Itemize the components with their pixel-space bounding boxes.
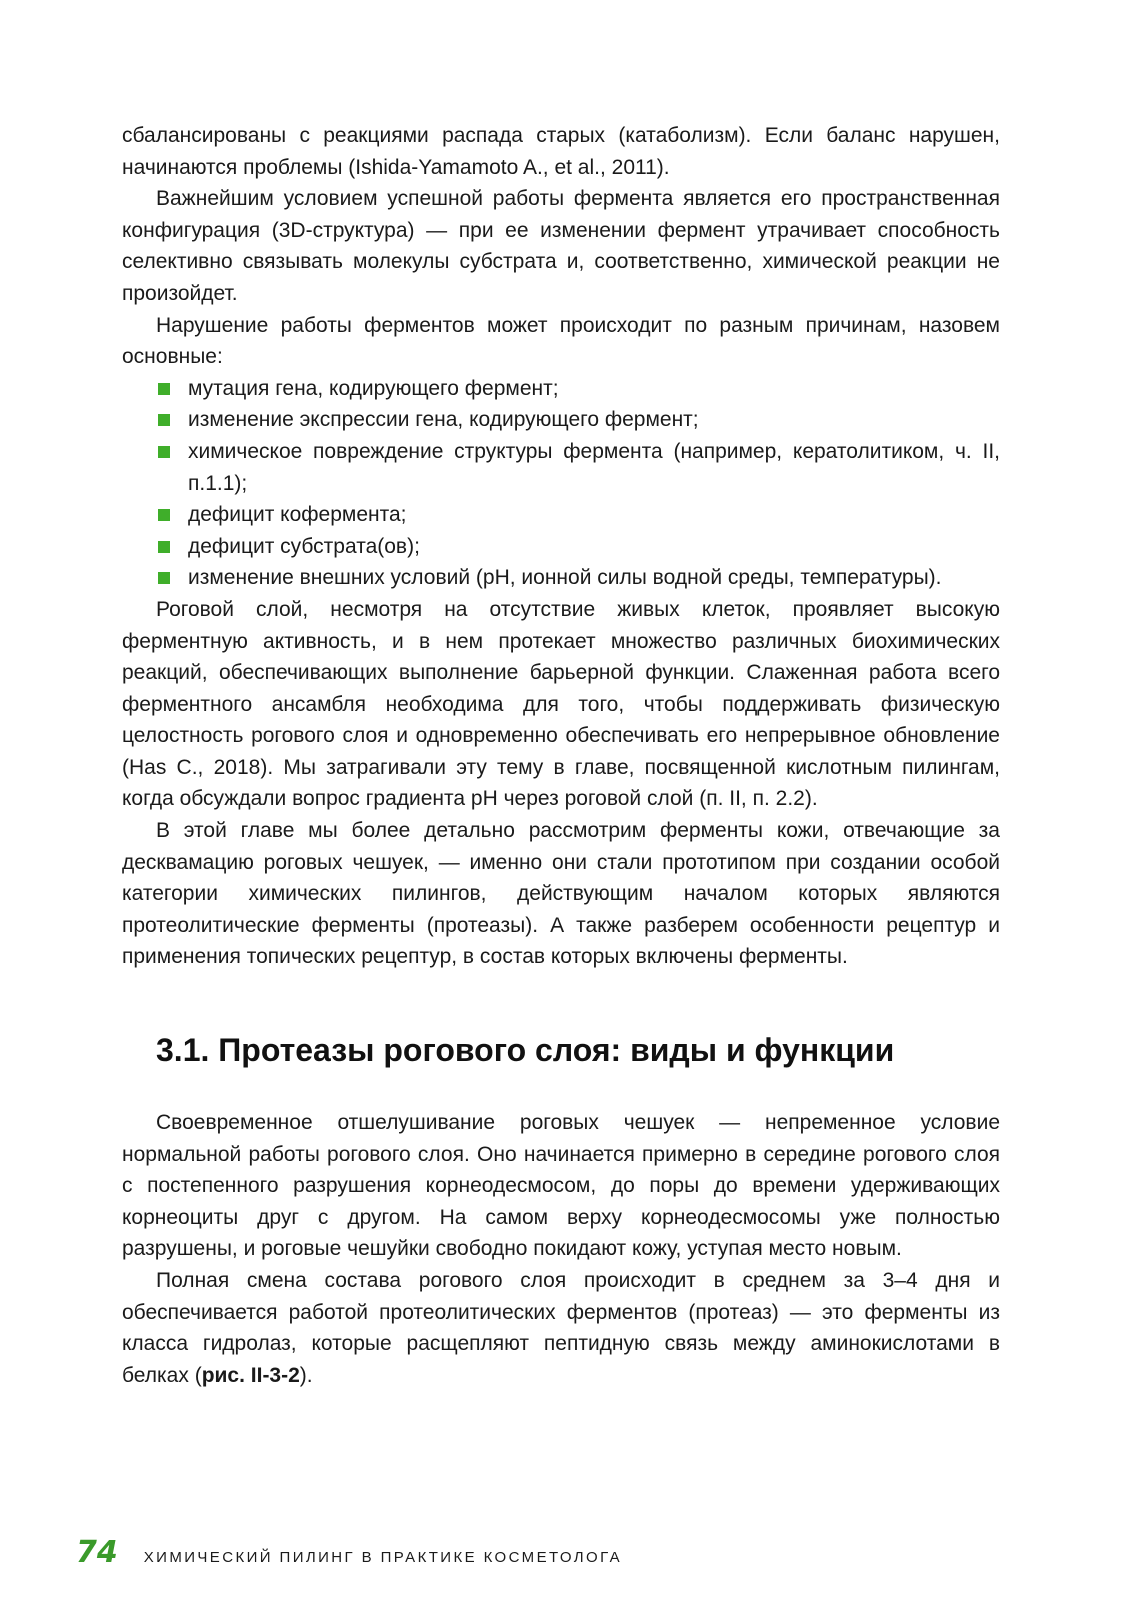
green-square-bullet-icon xyxy=(158,446,170,458)
green-square-bullet-icon xyxy=(158,414,170,426)
page-content xyxy=(122,120,1000,1391)
running-title: ХИМИЧЕСКИЙ ПИЛИНГ В ПРАКТИКЕ КОСМЕТОЛОГА xyxy=(143,1549,623,1566)
list-item-text: изменение экспрессии гена, кодирующего фермент; xyxy=(188,408,699,432)
paragraph-text-end: ). xyxy=(299,1363,313,1387)
green-square-bullet-icon xyxy=(158,541,170,553)
paragraph: Своевременное отшелушивание роговых чешуек — непременное условие нормальной работы рогового слоя. Оно начинается примерно в середине рогового слоя с постепенного разрушения корнеодесмосом, до поры до времени удерживающих корнеоциты друг с другом. На самом верху корнеодесмосомы уже полностью разрушены, и роговые чешуйки свободно покидают кожу, уступая место новым. xyxy=(122,1111,1000,1261)
green-square-bullet-icon xyxy=(158,383,170,395)
list-item-text: дефицит субстрата(ов); xyxy=(188,534,420,558)
list-item-text: дефицит кофермента; xyxy=(188,503,407,527)
paragraph: Роговой слой, несмотря на отсутствие живых клеток, проявляет высокую ферментную активность, и в нем протекает множество различных биохимических реакций, обеспечивающих выполнение барьерной функции. Слаженная работа всего ферментного ансамбля необходима для того, чтобы поддерживать физическую целостность рогового слоя и одновременно обеспечивать его непрерывное обновление (Has C., 2018). Мы затрагивали эту тему в главе, посвященной кислотным пилингам, когда обсуждали вопрос градиента pH через роговой слой (п. II, п. 2.2). xyxy=(122,597,1000,811)
page-number: 74 xyxy=(76,1535,118,1570)
paragraph: Важнейшим условием успешной работы фермента является его пространственная конфигурация (3D-структура) — при ее изменении фермент утрачивает способность селективно связывать молекулы субстрата и, соответственно, химической реакции не произойдет. xyxy=(122,187,1000,305)
list-item xyxy=(188,436,1000,499)
list-item xyxy=(188,531,1000,563)
list-item-text: изменение внешних условий (pH, ионной силы водной среды, температуры). xyxy=(188,566,942,590)
list-item xyxy=(188,373,1000,405)
list-item xyxy=(188,562,1000,594)
section-heading: 3.1. Протеазы рогового слоя: виды и функции xyxy=(156,1032,895,1069)
paragraph: Нарушение работы ферментов может происходит по разным причинам, назовем основные: xyxy=(122,313,1000,369)
list-item-text: мутация гена, кодирующего фермент; xyxy=(188,376,559,400)
list-item-text: химическое повреждение структуры фермента (например, кератолитиком, ч. II, п.1.1); xyxy=(188,439,1000,495)
list-item xyxy=(188,499,1000,531)
paragraph: В этой главе мы более детально рассмотрим ферменты кожи, отвечающие за десквамацию роговых чешуек, — именно они стали прототипом при создании особой категории химических пилингов, действующим началом которых являются протеолитические ферменты (протеазы). А также разберем особенности рецептур и применения топических рецептур, в состав которых включены ферменты. xyxy=(122,819,1000,969)
green-square-bullet-icon xyxy=(158,572,170,584)
green-square-bullet-icon xyxy=(158,509,170,521)
page-footer xyxy=(76,1535,1076,1575)
paragraph-text: Полная смена состава рогового слоя происходит в среднем за 3–4 дня и обеспечивается работой протеолитических ферментов (протеаз) — это ферменты из класса гидролаз, которые расщепляют пептидную связь между аминокислотами в белках ( xyxy=(122,1269,1000,1387)
list-item xyxy=(188,404,1000,436)
causes-list xyxy=(122,373,1000,594)
figure-reference-link[interactable]: рис. II-3-2 xyxy=(201,1363,300,1387)
paragraph xyxy=(122,1265,1000,1391)
paragraph: сбалансированы с реакциями распада старых (катаболизм). Если баланс нарушен, начинаются проблемы (Ishida-Yamamoto A., et al., 2011). xyxy=(122,124,1000,179)
